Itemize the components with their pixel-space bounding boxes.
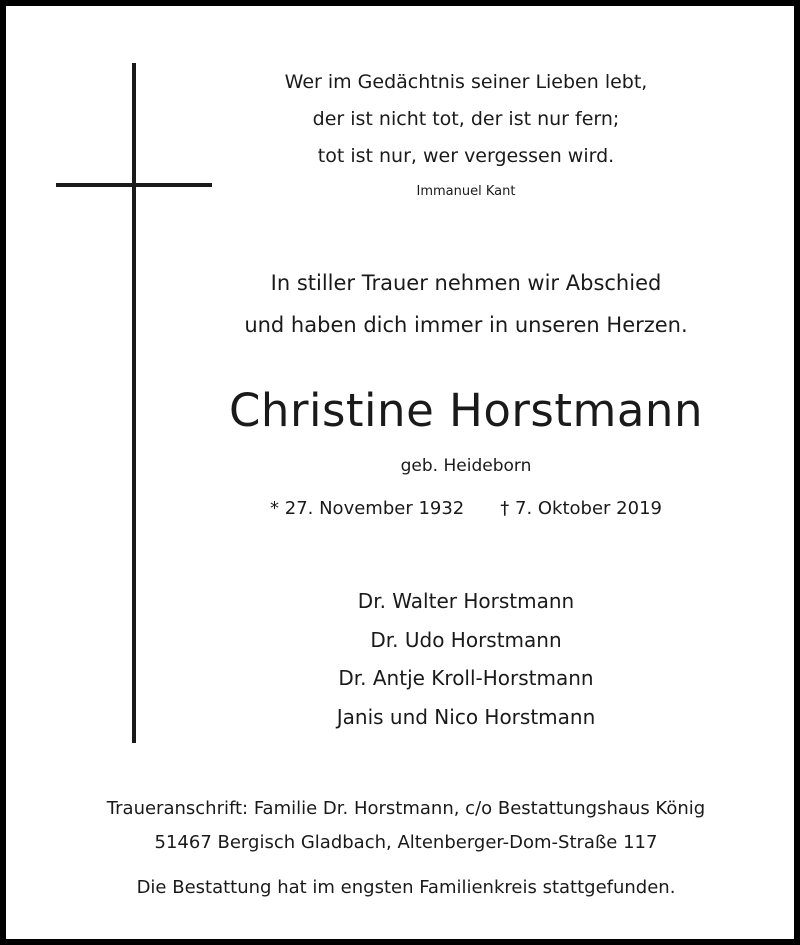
mourner: Janis und Nico Horstmann [336,704,596,729]
mourner: Dr. Walter Horstmann [357,589,575,613]
mourning-address [26,792,786,860]
quote [236,64,696,175]
farewell-line: In stiller Trauer nehmen wir Abschied [270,271,662,295]
cross-icon-horizontal [56,183,212,187]
mourner: Dr. Antje Kroll-Horstmann [338,666,594,690]
birth-date: * 27. November 1932 [270,498,465,519]
life-dates [226,498,706,519]
farewell-text [206,262,726,346]
cross-icon-vertical [132,63,136,743]
quote-line: tot ist nur, wer vergessen wird. [317,145,615,167]
address-line: Traueranschrift: Familie Dr. Horstmann, c/o Bestattungshaus König [106,798,706,819]
mourner: Dr. Udo Horstmann [370,627,562,652]
birth-name: geb. Heideborn [400,456,532,476]
quote-line: der ist nicht tot, der ist nur fern; [312,108,620,130]
burial-note: Die Bestattung hat im engsten Familienkreis stattgefunden. [136,877,676,898]
mourners-list [256,582,676,736]
quote-author: Immanuel Kant [416,184,516,199]
farewell-line: und haben dich immer in unseren Herzen. [244,313,688,337]
deceased-name: Christine Horstmann [229,384,703,437]
address-line: 51467 Bergisch Gladbach, Altenberger-Dom-Straße 117 [154,832,658,853]
quote-line: Wer im Gedächtnis seiner Lieben lebt, [284,71,648,93]
death-date: † 7. Oktober 2019 [500,498,662,519]
